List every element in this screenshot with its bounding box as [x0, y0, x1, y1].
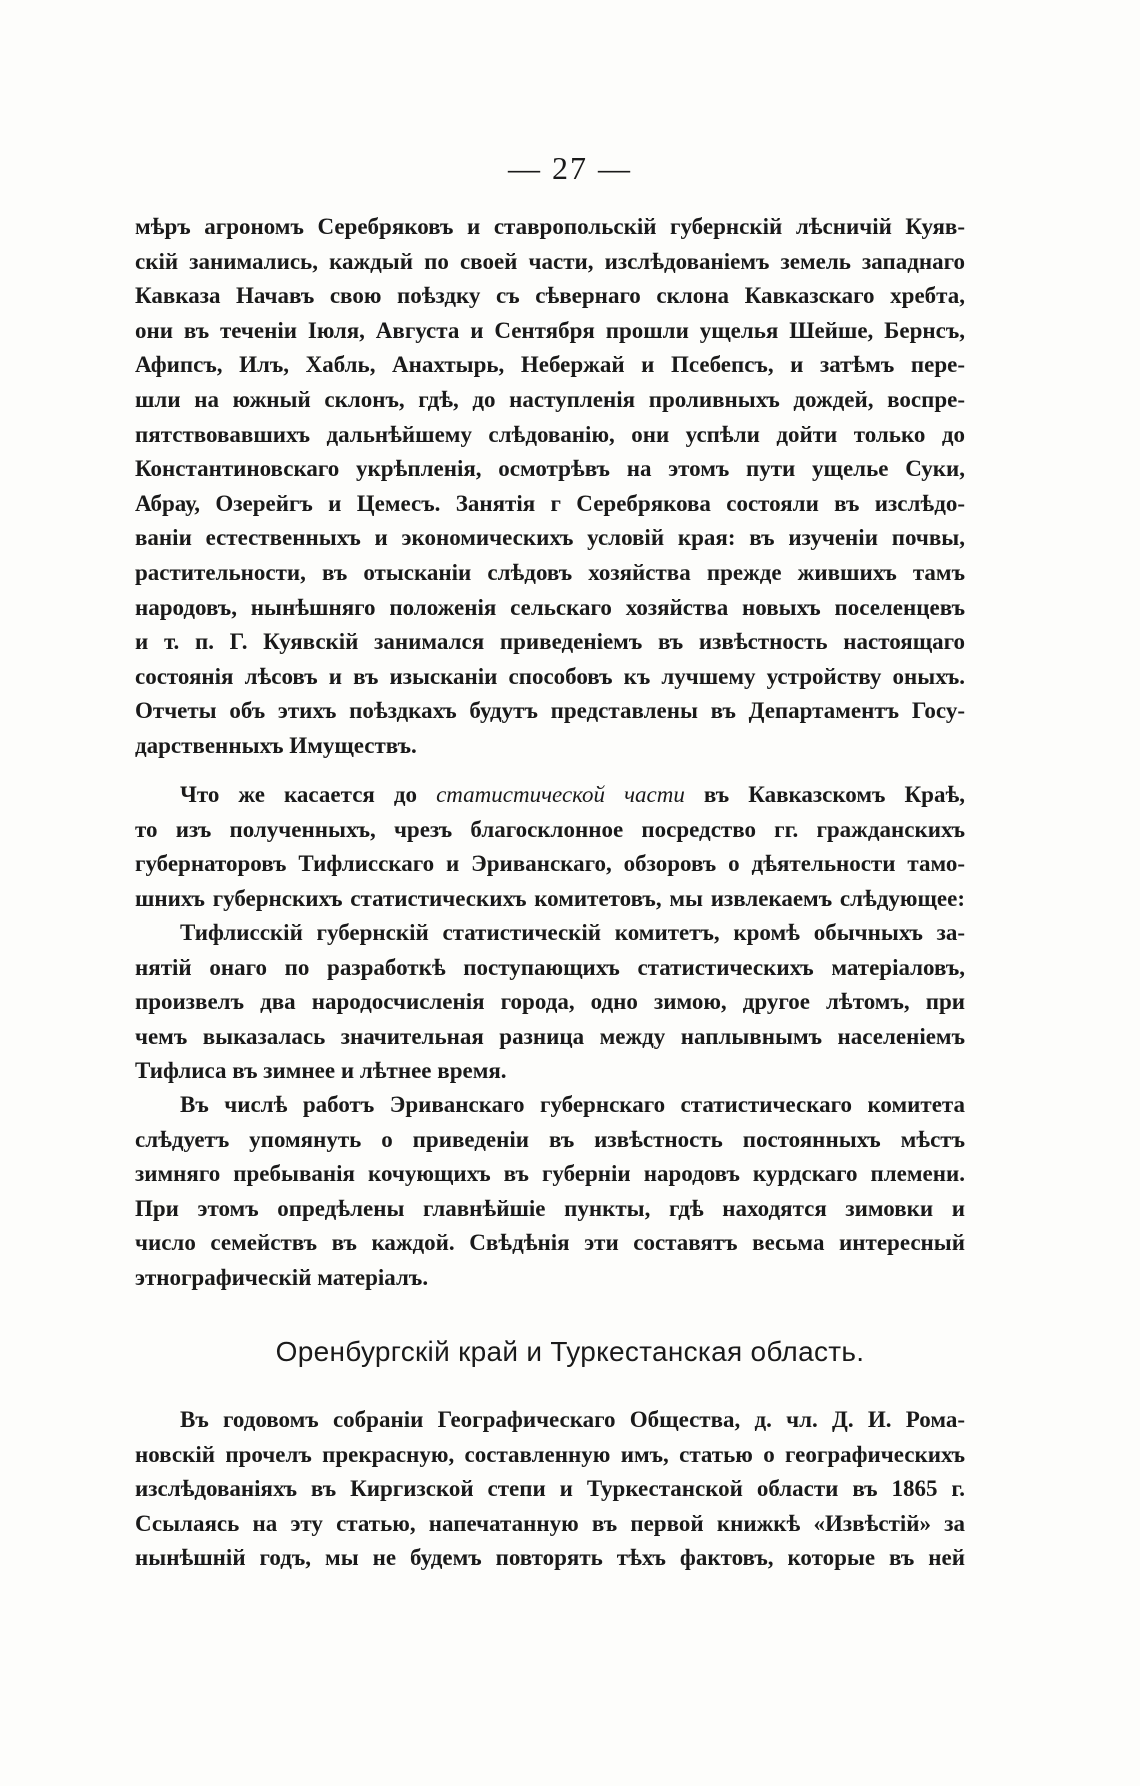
text-line: шнихъ губернскихъ статистическихъ комитетовъ, мы извлекаемъ слѣдующее: [135, 885, 965, 911]
text-line: Афипсъ, Илъ, Хабль, Анахтырь, Небержай и Псебепсъ, и затѣмъ пере- [135, 352, 965, 378]
text-line: скій занимались, каждый по своей части, изслѣдованіемъ земель западнаго [135, 248, 965, 274]
text-line: Абрау, Озерейгъ и Цемесъ. Занятія г Серебрякова состояли въ изслѣдо- [135, 490, 965, 516]
text-line: пятствовавшихъ дальнѣйшему слѣдованію, они успѣли дойти только до [135, 421, 965, 447]
section-heading: Оренбургскій край и Туркестанская область. [275, 1336, 865, 1367]
text-line: и т. п. Г. Куявскій занимался приведеніемъ въ извѣстность настоящаго [135, 629, 965, 655]
text-line: губернаторовъ Тифлисскаго и Эриванскаго, обзоровъ о дѣятельности тамо- [135, 851, 965, 877]
text-line: шли на южный склонъ, гдѣ, до наступленія проливныхъ дождей, воспре- [135, 386, 965, 412]
paragraph-5 [135, 1403, 965, 1576]
text-line: народовъ, нынѣшняго положенія сельскаго хозяйства новыхъ поселенцевъ [135, 594, 965, 620]
text-line: зимняго пребыванія кочующихъ въ губерніи народовъ курдскаго племени. [135, 1161, 965, 1187]
text-line: число семействъ въ каждой. Свѣдѣнія эти составятъ весьма интересный [135, 1230, 965, 1256]
text-line: произвелъ два народосчисленія города, одно зимою, другое лѣтомъ, при [135, 989, 965, 1015]
text-line: они въ теченіи Іюля, Августа и Сентября прошли ущелья Шейше, Бернсъ, [135, 317, 965, 343]
text-line: слѣдуетъ упомянуть о приведеніи въ извѣстность постоянныхъ мѣстъ [135, 1126, 965, 1152]
paragraph-1 [135, 210, 965, 764]
text-line: Кавказа Начавъ свою поѣздку съ сѣвернаго склона Кавказскаго хребта, [135, 283, 965, 309]
text-line: дарственныхъ Имуществъ. [135, 732, 417, 758]
text-line: мѣръ агрономъ Серебряковъ и ставропольскій губернскій лѣсничій Куяв- [135, 214, 965, 239]
text-line-with-italic [135, 778, 965, 813]
paragraph-4 [135, 1088, 965, 1296]
paragraph-2 [135, 778, 965, 916]
text-line: растительности, въ отысканіи слѣдовъ хозяйства прежде жившихъ тамъ [135, 559, 965, 585]
text-line: Отчеты объ этихъ поѣздкахъ будутъ представлены въ Департаментъ Госу- [135, 698, 965, 724]
text-run: въ Кавказскомъ Краѣ, [684, 782, 965, 807]
text-line: нынѣшній годъ, мы не будемъ повторять тѣхъ фактовъ, которые въ ней [135, 1545, 965, 1571]
text-run: Что же касается до [180, 782, 437, 807]
text-line: изслѣдованіяхъ въ Киргизской степи и Туркестанской области въ 1865 г. [135, 1476, 965, 1502]
text-line: Въ числѣ работъ Эриванскаго губернскаго статистическаго комитета [180, 1092, 965, 1117]
italic-phrase: статистической части [436, 782, 685, 807]
text-line: Константиновскаго укрѣпленія, осмотрѣвъ на этомъ пути ущелье Суки, [135, 456, 965, 482]
text-line: этнографическій матеріалъ. [135, 1264, 429, 1290]
page-number: — 27 — [508, 150, 632, 186]
text-line: При этомъ опредѣлены главнѣйшіе пункты, гдѣ находятся зимовки и [135, 1195, 965, 1221]
text-line: нятій онаго по разработкѣ поступающихъ статистическихъ матеріаловъ, [135, 954, 965, 980]
paragraph-3 [135, 916, 965, 1089]
text-line: состоянія лѣсовъ и въ изысканіи способовъ къ лучшему устройству оныхъ. [135, 663, 965, 689]
text-line: Въ годовомъ собраніи Географическаго Общества, д. чл. Д. И. Рома- [180, 1407, 965, 1432]
text-line: ваніи естественныхъ и экономическихъ условій края: въ изученіи почвы, [135, 525, 965, 551]
text-line: Ссылаясь на эту статью, напечатанную въ первой книжкѣ «Извѣстій» за [135, 1510, 965, 1536]
text-line: чемъ выказалась значительная разница между наплывнымъ населеніемъ [135, 1023, 965, 1049]
text-line: то изъ полученныхъ, чрезъ благосклонное посредство гг. гражданскихъ [135, 816, 965, 842]
text-line: Тифлисскій губернскій статистическій комитетъ, кромѣ обычныхъ за- [180, 920, 965, 945]
text-line: новскій прочелъ прекрасную, составленную имъ, статью о географическихъ [135, 1441, 965, 1467]
text-line: Тифлиса въ зимнее и лѣтнее время. [135, 1058, 507, 1084]
